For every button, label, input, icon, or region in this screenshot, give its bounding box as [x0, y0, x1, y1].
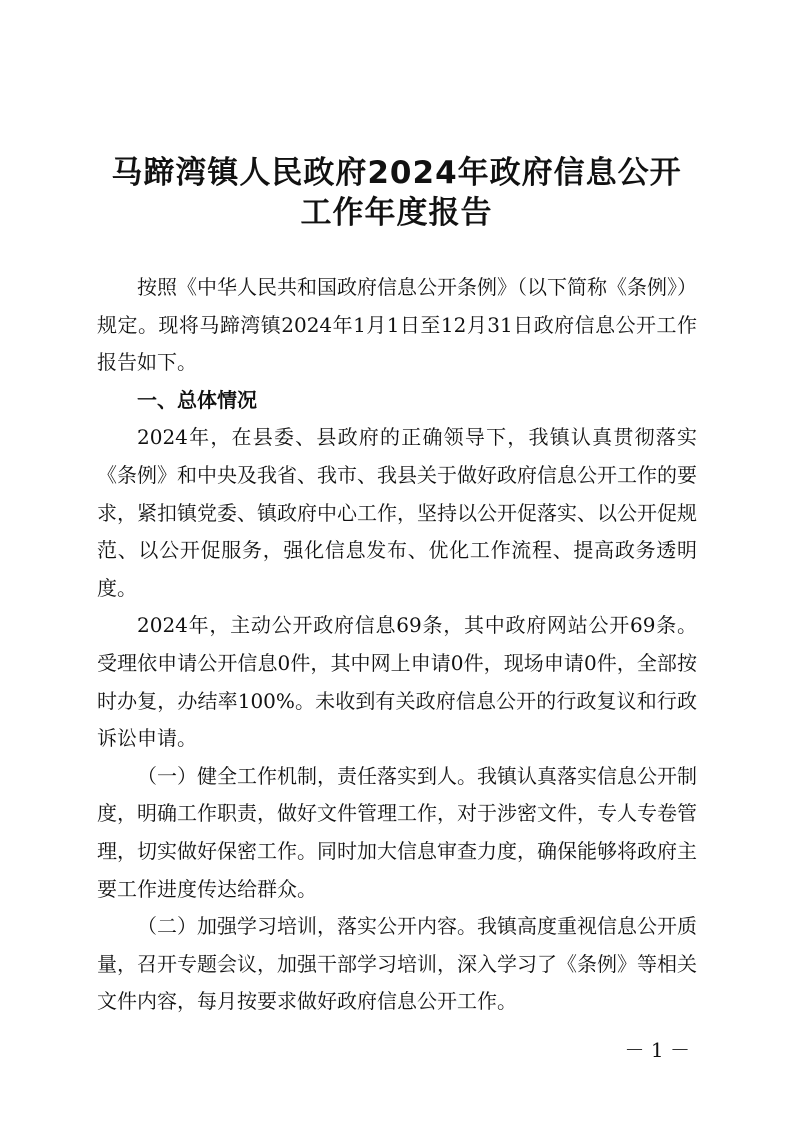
overview-paragraph-2: 2024年，主动公开政府信息69条，其中政府网站公开69条。受理依申请公开信息0件，其中网上申请0件，现场申请0件，全部按时办复，办结率100%。未收到有关政府信息公开的行政复议和行政诉讼申请。: [97, 613, 697, 751]
item-2-lead: （二）加强学习培训，落实公开内容。: [137, 914, 477, 939]
section-heading-overview: 一、总体情况: [137, 387, 257, 412]
item-2-paragraph: [97, 908, 697, 1021]
item-1-paragraph: [97, 758, 697, 908]
page-number: － 1 －: [624, 1038, 690, 1062]
item-1-lead: （一）健全工作机制，责任落实到人。: [137, 763, 477, 788]
intro-paragraph: 按照《中华人民共和国政府信息公开条例》（以下简称《条例》）规定。现将马蹄湾镇2024年1月1日至12月31日政府信息公开工作报告如下。: [97, 275, 697, 375]
item-2-text: 我镇高度重视信息公开质量，召开专题会议，加强干部学习培训，深入学习了《条例》等相关文件内容，每月按要求做好政府信息公开工作。: [97, 914, 697, 1014]
document-body: [97, 269, 697, 1021]
item-1-text: 我镇认真落实信息公开制度，明确工作职责，做好文件管理工作，对于涉密文件，专人专卷管理，切实做好保密工作。同时加大信息审查力度，确保能够将政府主要工作进度传达给群众。: [97, 763, 697, 901]
document-title-line-2: 工作年度报告: [300, 195, 493, 231]
overview-paragraph-1: 2024年，在县委、县政府的正确领导下，我镇认真贯彻落实《条例》和中央及我省、我市、我县关于做好政府信息公开工作的要求，紧扣镇党委、镇政府中心工作，坚持以公开促落实、以公开促规范、以公开促服务，强化信息发布、优化工作流程、提高政务透明度。: [97, 425, 697, 600]
document-title-line-1: 马蹄湾镇人民政府2024年政府信息公开: [111, 155, 682, 191]
